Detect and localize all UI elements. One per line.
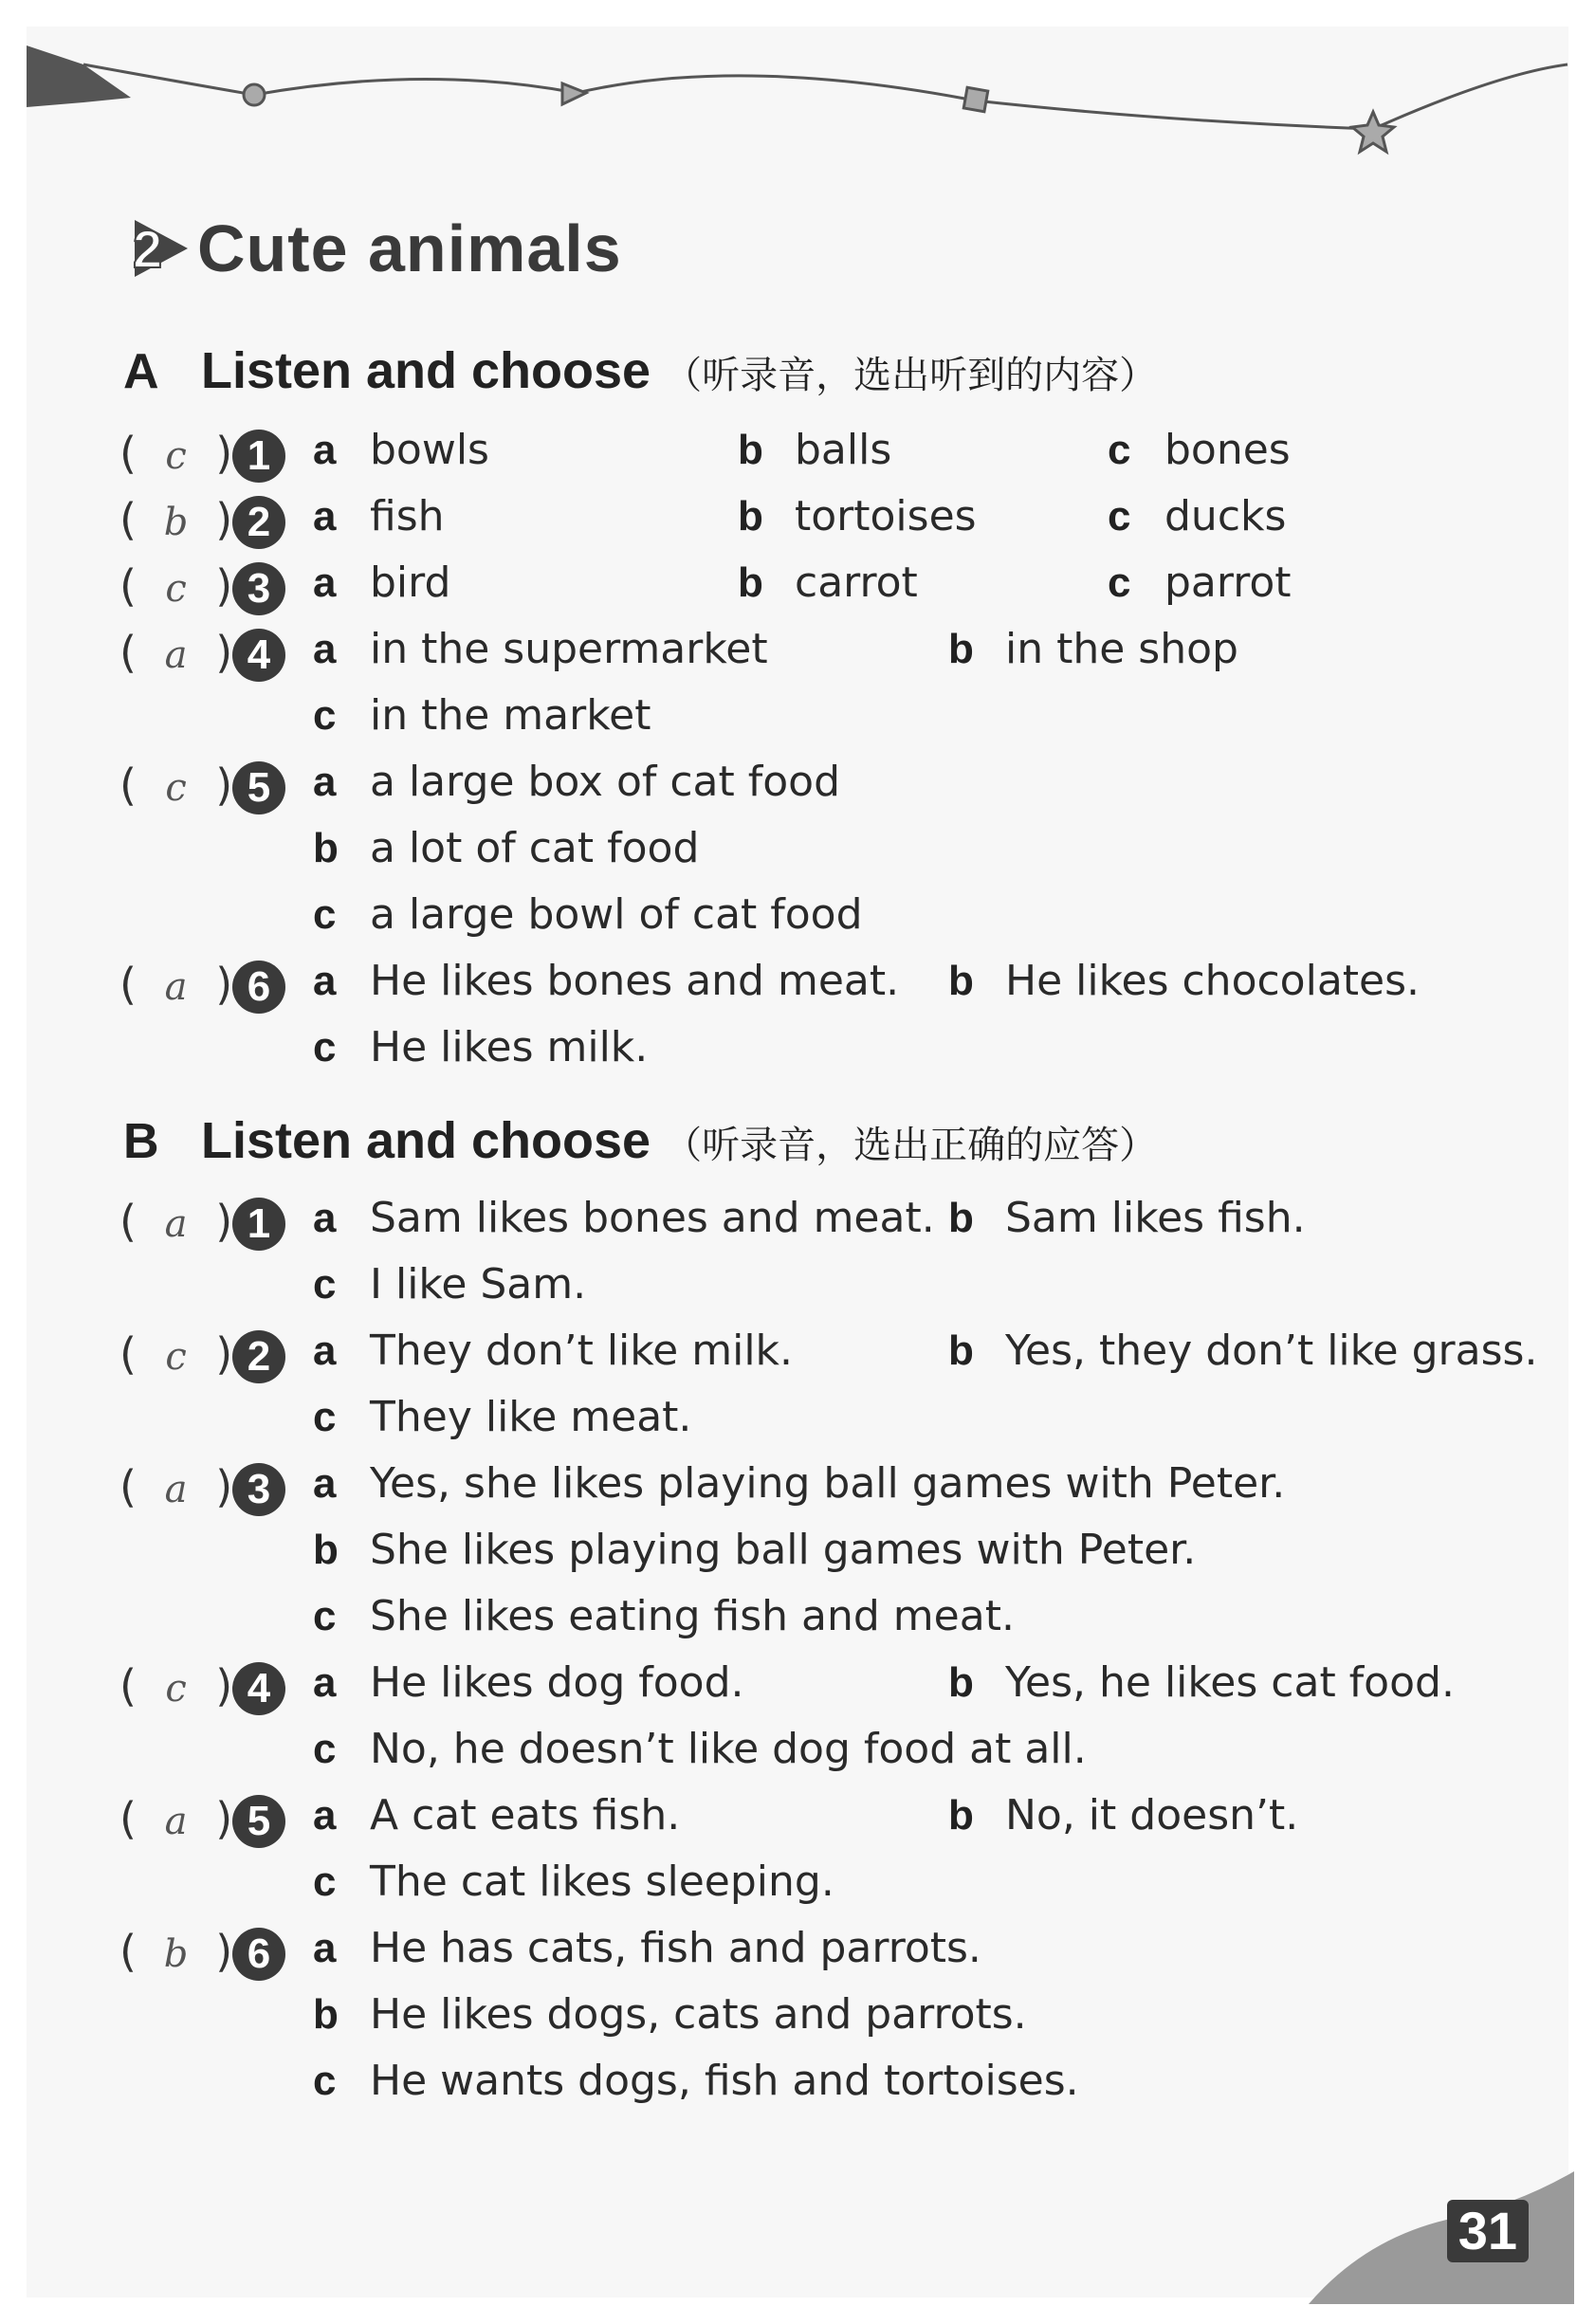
question-row	[0, 1787, 1595, 1854]
option	[948, 1327, 1537, 1375]
wavy-string	[83, 64, 1568, 129]
option-letter: c	[313, 1858, 337, 1905]
option-letter: c	[1108, 493, 1131, 540]
section-b-subtitle: （听录音，选出正确的应答）	[664, 1124, 1158, 1167]
option-text: ducks	[1164, 492, 1287, 540]
option-text: No, it doesn’t.	[1005, 1791, 1299, 1839]
section-b-title: Listen and choose	[201, 1112, 651, 1169]
question-row-continued	[0, 820, 1595, 887]
option-text: in the market	[370, 691, 651, 740]
question-row-continued	[0, 1522, 1595, 1588]
option-text: Yes, he likes cat food.	[1005, 1658, 1455, 1707]
option-text: bones	[1164, 426, 1291, 474]
option-letter: b	[313, 825, 339, 871]
question-number-badge: 4	[232, 1662, 285, 1715]
option-text: parrot	[1164, 558, 1292, 607]
answer-value: c	[165, 434, 187, 478]
answer-value: a	[164, 1800, 188, 1843]
question-number-badge: 5	[232, 761, 285, 814]
option-letter: b	[738, 493, 763, 540]
question-row	[0, 422, 1595, 488]
answer-value: b	[163, 501, 189, 544]
option	[948, 1194, 1306, 1242]
option-text: No, he doesn’t like dog food at all.	[370, 1725, 1087, 1773]
question-row-continued	[0, 2053, 1595, 2119]
page-number: 31	[1447, 2200, 1529, 2262]
corner-arrow-icon	[27, 46, 131, 107]
question-row-continued	[0, 1019, 1595, 1086]
answer-value: c	[165, 766, 187, 810]
option-text: She likes eating fish and meat.	[370, 1592, 1015, 1640]
answer-bracket[interactable]: ( c )	[119, 759, 233, 811]
question-row-continued	[0, 1256, 1595, 1323]
option-letter: b	[948, 958, 974, 1004]
option-text: tortoises	[795, 492, 977, 540]
option-text: bird	[370, 558, 451, 607]
option-letter: b	[948, 626, 974, 672]
option-letter: c	[313, 1726, 337, 1772]
option-letter: c	[313, 1261, 337, 1308]
option	[313, 426, 489, 474]
question-number-badge: 1	[232, 430, 285, 483]
option-text: The cat likes sleeping.	[370, 1857, 834, 1906]
question-number-badge: 2	[232, 496, 285, 549]
option-letter: c	[313, 1593, 337, 1639]
option-letter: a	[313, 559, 337, 606]
option-letter: b	[738, 559, 763, 606]
question-number-badge: 5	[232, 1795, 285, 1848]
question-number-badge: 3	[232, 562, 285, 615]
option	[313, 2057, 1079, 2105]
section-b-letter: B	[123, 1114, 159, 1169]
option-letter: a	[313, 493, 337, 540]
option-text: He likes dog food.	[370, 1658, 744, 1707]
option-text: a large bowl of cat food	[370, 890, 863, 939]
option-letter: a	[313, 759, 337, 805]
option-text: They like meat.	[370, 1393, 692, 1441]
option-letter: c	[313, 1024, 337, 1071]
section-a-letter: A	[123, 344, 159, 399]
answer-bracket[interactable]: ( a )	[119, 627, 233, 678]
section-b-header	[123, 1111, 1157, 1170]
answer-value: a	[164, 1468, 188, 1511]
question-number-badge: 6	[232, 961, 285, 1014]
question-number-badge: 3	[232, 1463, 285, 1516]
option-text: He likes chocolates.	[1005, 957, 1421, 1005]
option-text: in the shop	[1005, 625, 1238, 673]
section-a-header	[123, 341, 1157, 400]
option-letter: a	[313, 1792, 337, 1839]
option-letter: b	[948, 1792, 974, 1839]
question-row	[0, 1920, 1595, 1986]
question-row	[0, 1323, 1595, 1389]
option	[313, 1023, 648, 1071]
corner-wave-decoration	[1309, 2152, 1574, 2304]
option-text: in the supermarket	[370, 625, 768, 673]
option	[313, 1393, 691, 1441]
option	[1108, 558, 1292, 607]
question-row-continued	[0, 1389, 1595, 1455]
question-row	[0, 488, 1595, 555]
question-number-badge: 1	[232, 1198, 285, 1251]
option	[1108, 426, 1291, 474]
answer-bracket[interactable]: ( a )	[119, 1461, 233, 1512]
unit-title-text: Cute animals	[197, 211, 622, 285]
option-text: balls	[795, 426, 892, 474]
section-a-title: Listen and choose	[201, 342, 651, 399]
answer-value: c	[165, 567, 187, 611]
option-text: Sam likes bones and meat.	[370, 1194, 935, 1242]
answer-value: a	[164, 1202, 188, 1246]
bead-circle-icon	[244, 84, 265, 105]
bead-square-icon	[963, 87, 987, 111]
option	[948, 957, 1420, 1005]
question-row-continued	[0, 687, 1595, 754]
option	[313, 691, 651, 740]
option	[313, 1327, 793, 1375]
option	[313, 1791, 680, 1839]
answer-bracket[interactable]: ( c )	[119, 428, 233, 479]
option	[313, 1725, 1087, 1773]
option-text: a lot of cat food	[370, 824, 700, 872]
option-letter: a	[313, 1460, 337, 1507]
answer-bracket[interactable]: ( c )	[119, 560, 233, 612]
option-letter: a	[313, 626, 337, 672]
option-letter: a	[313, 958, 337, 1004]
question-row	[0, 1190, 1595, 1256]
option	[313, 1924, 981, 1972]
question-number-badge: 4	[232, 629, 285, 682]
answer-value: c	[165, 1335, 187, 1379]
answer-bracket[interactable]: ( a )	[119, 959, 233, 1010]
option-letter: c	[313, 1394, 337, 1440]
bead-triangle-icon	[562, 83, 586, 104]
question-row-continued	[0, 1854, 1595, 1920]
option	[313, 625, 768, 673]
svg-text:2: 2	[133, 219, 163, 279]
answer-bracket[interactable]: ( b )	[119, 494, 233, 545]
option-letter: c	[1108, 559, 1131, 606]
answer-bracket[interactable]: ( c )	[119, 1328, 233, 1380]
option-text: He likes bones and meat.	[370, 957, 900, 1005]
option	[313, 1459, 1285, 1508]
option	[313, 1990, 1027, 2039]
unit-number-badge	[129, 210, 190, 286]
option	[738, 492, 977, 540]
option-letter: b	[948, 1327, 974, 1374]
option-text: Yes, they don’t like grass.	[1005, 1327, 1538, 1375]
question-number-badge: 6	[232, 1928, 285, 1981]
option	[1108, 492, 1286, 540]
option-text: A cat eats fish.	[370, 1791, 681, 1839]
answer-bracket[interactable]: ( a )	[119, 1793, 233, 1844]
question-row	[0, 953, 1595, 1019]
option	[313, 890, 863, 939]
answer-value: b	[163, 1932, 189, 1976]
answer-bracket[interactable]: ( a )	[119, 1196, 233, 1247]
option	[948, 1658, 1455, 1707]
option-text: He likes milk.	[370, 1023, 649, 1071]
answer-bracket[interactable]: ( b )	[119, 1926, 233, 1977]
option-text: fish	[370, 492, 445, 540]
option-text: He wants dogs, fish and tortoises.	[370, 2057, 1079, 2105]
section-a-subtitle: （听录音，选出听到的内容）	[664, 354, 1158, 397]
option	[313, 1658, 744, 1707]
question-number-badge: 2	[232, 1330, 285, 1383]
option-letter: c	[313, 2058, 337, 2104]
option-text: She likes playing ball games with Peter.	[370, 1526, 1197, 1574]
option-text: bowls	[370, 426, 489, 474]
question-row-continued	[0, 1986, 1595, 2053]
answer-value: c	[165, 1667, 187, 1711]
option	[738, 558, 918, 607]
option-letter: b	[313, 1527, 339, 1573]
option-text: He likes dogs, cats and parrots.	[370, 1990, 1027, 2039]
option-text: a large box of cat food	[370, 758, 841, 806]
option	[313, 758, 840, 806]
option-letter: a	[313, 1327, 337, 1374]
option-text: I like Sam.	[370, 1260, 587, 1308]
bead-star-icon	[1352, 112, 1394, 152]
question-row-continued	[0, 1721, 1595, 1787]
option-text: They don’t like milk.	[370, 1327, 794, 1375]
option-text: He has cats, fish and parrots.	[370, 1924, 981, 1972]
question-row	[0, 1455, 1595, 1522]
option	[313, 1592, 1015, 1640]
question-row-continued	[0, 887, 1595, 953]
option	[738, 426, 891, 474]
question-row	[0, 621, 1595, 687]
option	[313, 824, 699, 872]
answer-value: a	[164, 633, 188, 677]
option	[313, 957, 899, 1005]
option-text: carrot	[795, 558, 918, 607]
option-letter: a	[313, 1659, 337, 1706]
option-letter: a	[313, 1195, 337, 1241]
answer-value: a	[164, 965, 188, 1009]
option	[313, 1857, 834, 1906]
option	[313, 1194, 935, 1242]
option-letter: a	[313, 1925, 337, 1971]
option-text: Yes, she likes playing ball games with Peter.	[370, 1459, 1286, 1508]
answer-bracket[interactable]: ( c )	[119, 1660, 233, 1711]
option-letter: b	[738, 427, 763, 473]
option-letter: b	[948, 1195, 974, 1241]
option	[313, 1260, 586, 1308]
question-row	[0, 1655, 1595, 1721]
option	[313, 558, 450, 607]
unit-title	[129, 210, 622, 286]
option-letter: c	[1108, 427, 1131, 473]
option-letter: c	[313, 692, 337, 739]
option-letter: b	[948, 1659, 974, 1706]
question-row	[0, 754, 1595, 820]
option	[313, 492, 445, 540]
option	[313, 1526, 1196, 1574]
option	[948, 625, 1238, 673]
top-decoration	[27, 27, 1568, 178]
option-letter: c	[313, 891, 337, 938]
option-letter: b	[313, 1991, 339, 2038]
option-letter: a	[313, 427, 337, 473]
option-text: Sam likes fish.	[1005, 1194, 1306, 1242]
option	[948, 1791, 1298, 1839]
question-row-continued	[0, 1588, 1595, 1655]
question-row	[0, 555, 1595, 621]
